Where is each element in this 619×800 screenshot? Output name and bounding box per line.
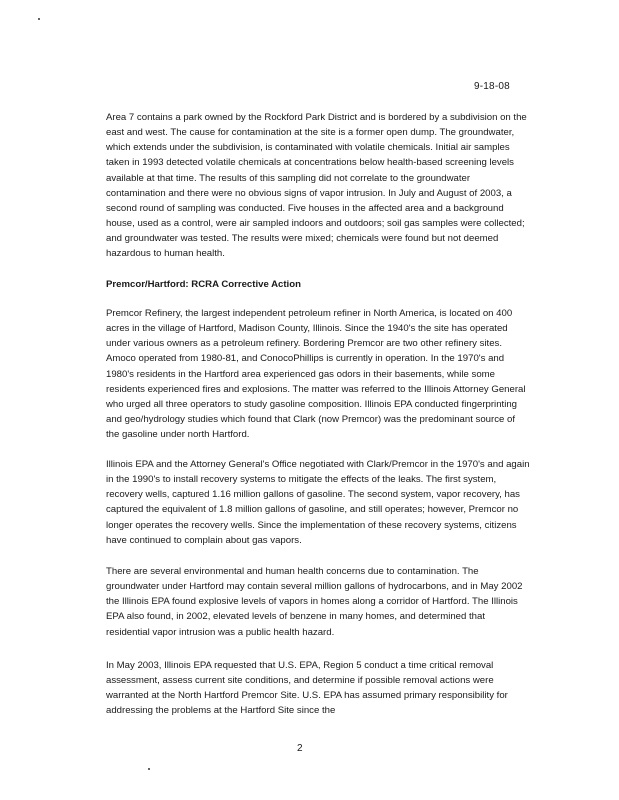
paragraph-area-7: Area 7 contains a park owned by the Rockford Park District and is bordered by a subdivision on the east and west. The cause for contamination at the site is a former open dump. The groundwater, which extends under the subdivision, is contaminated with volatile chemicals. Initial air samples taken in 1993 detected volatile chemicals at concentrations below health-based screening levels available at that time. The results of this sampling did not correlate to the groundwater contamination and there were no obvious signs of vapor intrusion. In July and August of 2003, a second round of sampling was conducted. Five houses in the affected area and a background house, used as a control, were air sampled indoors and outdoors; soil gas samples were collected; and groundwater was tested. The results were mixed; chemicals were found but not deemed hazardous to human health. [106,112,527,260]
paragraph-negotiations: Illinois EPA and the Attorney General's Office negotiated with Clark/Premcor in the 1970's and again in the 1990's to install recovery systems to mitigate the effects of the leaks. The first system, recovery wells, captured 1.16 million gallons of gasoline. The second system, vapor recovery, has captured the equivalent of 1.8 million gallons of gasoline, and still operates; however, Premcor no longer operates the recovery wells. Since the implementation of these recovery systems, citizens have continued to complain about gas vapors. [106,459,530,546]
document-date: 9-18-08 [474,81,510,92]
paragraph-health-concerns: There are several environmental and human health concerns due to contamination. The groundwater under Hartford may contain several million gallons of hydrocarbons, and in May 2002 the Illinois EPA found explosive levels of vapors in homes along a corridor of Hartford. The Illinois EPA also found, in 2002, elevated levels of benzene in many homes, and determined that residential vapor intrusion was a public health hazard. [106,566,523,638]
scan-speck [148,768,150,770]
scan-speck [38,18,40,20]
section-heading: Premcor/Hartford: RCRA Corrective Action [106,279,301,290]
paragraph-premcor-intro: Premcor Refinery, the largest independent petroleum refiner in North America, is located on 400 acres in the village of Hartford, Madison County, Illinois. Since the 1940's the site has operated under various owners as a petroleum refinery. Bordering Premcor are two other refinery sites. Amoco operated from 1980-81, and ConocoPhillips is currently in operation. In the 1970's and 1980's residents in the Hartford area experienced gas odors in their basements, while some residents experienced fires and explosions. The matter was referred to the Illinois Attorney General who urged all three operators to study gasoline composition. Illinois EPA conducted fingerprinting and geo/hydrology studies which found that Clark (now Premcor) was the predominant source of the gasoline under north Hartford. [106,308,526,441]
paragraph-us-epa: In May 2003, Illinois EPA requested that U.S. EPA, Region 5 conduct a time critical removal assessment, assess current site conditions, and determine if possible removal actions were warranted at the North Hartford Premcor Site. U.S. EPA has assumed primary responsibility for addressing the problems at the Hartford Site since the [106,660,508,717]
page-number: 2 [297,743,303,754]
